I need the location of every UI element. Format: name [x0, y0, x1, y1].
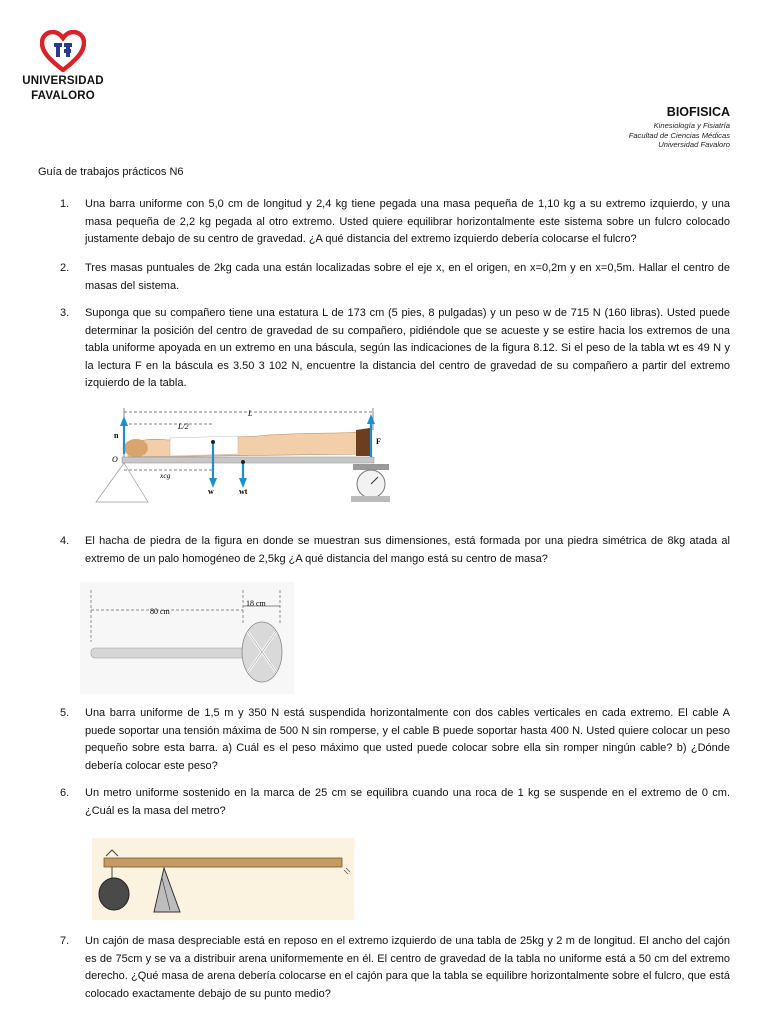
question-number: 6.	[60, 787, 70, 799]
length-label: L	[248, 409, 253, 418]
question-number: 3.	[60, 307, 70, 319]
person-shirt	[170, 436, 238, 456]
question-text: Un metro uniforme sostenido en la marca de 25 cm se equilibra cuando una roca de 1 kg se suspende en el extremo de 0 cm. ¿Cuál es la masa del metro?	[85, 787, 730, 817]
force-label: F	[376, 437, 381, 446]
question-number: 1.	[60, 198, 70, 210]
question-text: Una barra uniforme con 5,0 cm de longitud y 2,4 kg tiene pegada una masa pequeña de 1,10 kg a su extremo izquierdo, y una masa pequeña de 2,2 kg pegada al otro extremo. Usted quiere equilibrar horizontalmente este sistema sobre un fulcro colocado justamente debajo de su centro de gravedad. ¿A qué distancia del extremo izquierdo debería colocarse el fulcro?	[85, 198, 730, 245]
stone-axe-figure	[80, 582, 294, 694]
rock	[99, 878, 129, 910]
logo-line-2: FAVALORO	[31, 90, 95, 102]
heart-logo-icon	[40, 30, 86, 72]
meter-stick	[104, 858, 342, 867]
board-scale-figure	[88, 402, 390, 506]
normal-label: n	[114, 431, 119, 440]
question-number: 7.	[60, 935, 70, 947]
course-header	[629, 105, 730, 150]
board	[122, 457, 374, 463]
board-weight-label: wt	[239, 487, 248, 496]
head-width-label: 18 cm	[246, 599, 266, 608]
university-logo	[18, 30, 108, 102]
question-text: Tres masas puntuales de 2kg cada una están localizadas sobre el eje x, en el origen, en x=0,2m y en x=0,5m. Hallar el centro de masas del sistema.	[85, 262, 730, 292]
question-text: Una barra uniforme de 1,5 m y 350 N está suspendida horizontalmente con dos cables verticales en cada extremo. El cable A puede soportar una tensión máxima de 500 N sin romperse, y el cable B puede soportar hasta 400 N. Usted quiere colocar un peso pequeño sobre esta barra. a) Cuál es el peso máximo que usted puede colocar sobre ella sin romper ningún cable? b) ¿Dónde debería colocar este peso?	[85, 707, 730, 772]
faculty-name: Facultad de Ciencias Médicas	[628, 130, 730, 140]
scale-base	[351, 496, 390, 502]
person-body	[128, 432, 366, 457]
person-feet	[356, 428, 370, 456]
pivot-support	[96, 463, 148, 502]
question-text: El hacha de piedra de la figura en donde se muestran sus dimensiones, está formada por una piedra simétrica de 8kg atada al extremo de un palo homogéneo de 2,5kg ¿A qué distancia del mango está su centro de masa?	[85, 535, 730, 565]
scale-top	[353, 464, 389, 470]
question-text: Suponga que su compañero tiene una estatura L de 173 cm (5 pies, 8 pulgadas) y un peso w de 715 N (160 libras). Usted puede determinar la posición del centro de gravedad de su compañero, pidiéndole que se acueste y se estire hacia los extremos de una tabla uniforme apoyada en un extremo en una báscula, según las indicaciones de la figura 8.12. Si el peso de la tabla wt es 49 N y la lectura F en la báscula es 3.50 3 102 N, encuentre la distancia del centro de gravedad de su compañero a partir del extremo izquierdo de la tabla.	[85, 307, 730, 389]
university-name: Universidad Favaloro	[658, 140, 730, 149]
guide-title: Guía de trabajos prácticos N6	[38, 166, 184, 178]
handle-length-label: 80 cm	[150, 607, 170, 616]
meter-stick-figure	[92, 838, 354, 920]
question-number: 2.	[60, 262, 70, 274]
course-title: BIOFISICA	[666, 105, 730, 119]
question-text: Un cajón de masa despreciable está en reposo en el extremo izquierdo de una tabla de 25kg y 2 m de longitud. El ancho del cajón es de 75cm y se va a distribuir arena uniformemente en él. El centro de gravedad de la tabla no uniforme está a 50 cm del extremo derecho. ¿Qué masa de arena debería colocarse en el cajón para que la tabla se equilibre horizontalmente sobre el fulcro, que está colocado exactamente debajo de su punto medio?	[85, 935, 730, 1000]
axe-handle	[91, 648, 261, 658]
weight-label: w	[208, 487, 214, 496]
xcg-label: xcg	[160, 471, 171, 480]
person-head	[124, 439, 148, 457]
program-name: Kinesiología y Fisiatría	[653, 121, 730, 130]
question-number: 4.	[60, 535, 70, 547]
origin-label: O	[112, 455, 118, 464]
question-number: 5.	[60, 707, 70, 719]
half-length-label: L/2	[178, 422, 189, 431]
logo-line-1: UNIVERSIDAD	[22, 75, 104, 87]
